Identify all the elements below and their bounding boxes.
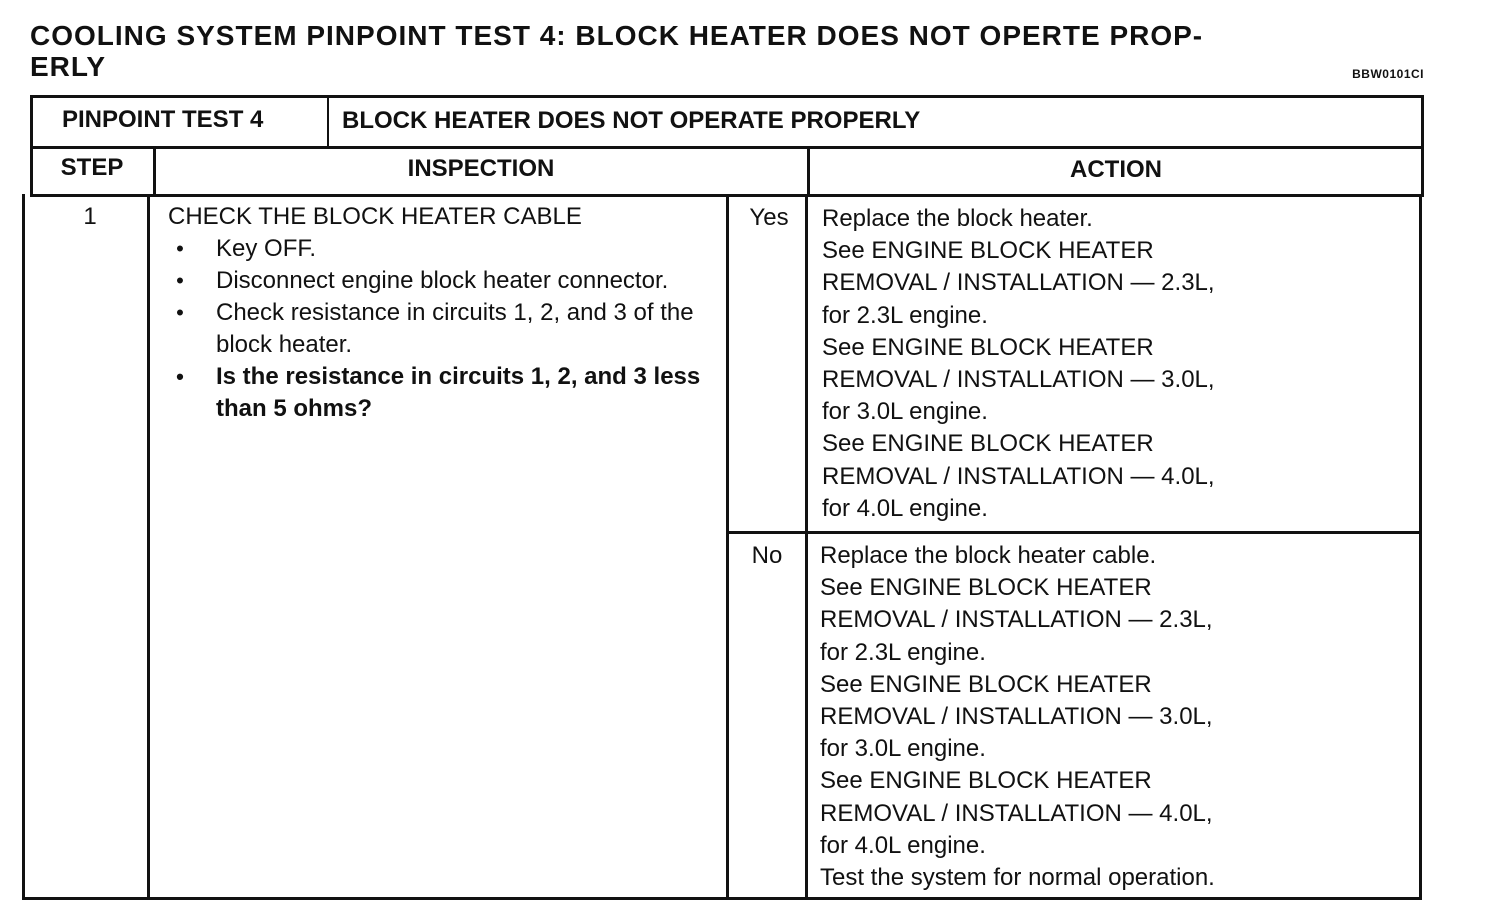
title-line-1: COOLING SYSTEM PINPOINT TEST 4: BLOCK HEATER DOES NOT OPERTE PROP- xyxy=(30,20,1204,51)
action-line: for 4.0L engine. xyxy=(820,831,986,859)
action-no xyxy=(820,540,1410,894)
document-code: BBW0101CI xyxy=(1352,67,1424,81)
yes-no-separator xyxy=(726,531,1422,534)
bullet-text: Disconnect engine block heater connector. xyxy=(216,267,669,294)
action-line: for 3.0L engine. xyxy=(822,398,988,426)
answer-no: No xyxy=(751,542,783,569)
title-line-2: ERLY xyxy=(30,51,107,82)
action-line: REMOVAL / INSTALLATION — 4.0L, xyxy=(820,799,1213,827)
action-line: Replace the block heater. xyxy=(822,205,1093,232)
bullet-text: Key OFF. xyxy=(216,235,317,262)
inspection-question xyxy=(168,361,720,425)
pinpoint-test-title: BLOCK HEATER DOES NOT OPERATE PROPERLY xyxy=(342,107,921,134)
action-line: REMOVAL / INSTALLATION — 4.0L, xyxy=(822,462,1215,490)
column-header-inspection: INSPECTION xyxy=(407,155,555,182)
bullet-icon: • xyxy=(176,268,184,293)
bullet-icon: • xyxy=(176,236,184,261)
pinpoint-test-label: PINPOINT TEST 4 xyxy=(62,106,264,133)
action-line: See ENGINE BLOCK HEATER xyxy=(822,237,1154,265)
action-line: for 2.3L engine. xyxy=(822,301,988,329)
action-line: REMOVAL / INSTALLATION — 3.0L, xyxy=(820,703,1213,731)
column-header-step: STEP xyxy=(60,154,124,181)
action-line: See ENGINE BLOCK HEATER xyxy=(822,430,1154,458)
bullet-text: Is the resistance in circuits 1, 2, and 3 less than 5 ohms? xyxy=(216,363,701,422)
action-line: for 2.3L engine. xyxy=(820,638,986,666)
inspection-title: CHECK THE BLOCK HEATER CABLE xyxy=(168,203,582,230)
page-title xyxy=(30,20,1290,82)
action-line: Test the system for normal operation. xyxy=(820,864,1215,892)
answer-yes: Yes xyxy=(749,204,789,231)
action-line: REMOVAL / INSTALLATION — 2.3L, xyxy=(820,606,1213,634)
bullet-icon: • xyxy=(176,300,184,325)
step-number: 1 xyxy=(83,203,97,230)
action-yes xyxy=(822,203,1412,525)
action-line: See ENGINE BLOCK HEATER xyxy=(822,333,1154,361)
inspection-bullet xyxy=(168,265,720,297)
bullet-icon: • xyxy=(176,364,184,389)
action-line: REMOVAL / INSTALLATION — 3.0L, xyxy=(822,366,1215,394)
column-header-action: ACTION xyxy=(1070,156,1162,183)
action-line: See ENGINE BLOCK HEATER xyxy=(820,574,1152,602)
inspection-bullet-list xyxy=(168,233,720,425)
action-line: for 4.0L engine. xyxy=(822,494,988,522)
bullet-text: Check resistance in circuits 1, 2, and 3 of the block heater. xyxy=(216,299,694,358)
header-divider xyxy=(327,97,329,148)
inspection-bullet xyxy=(168,297,720,361)
step-divider-body xyxy=(147,194,150,900)
action-line: REMOVAL / INSTALLATION — 2.3L, xyxy=(822,269,1215,297)
action-line: See ENGINE BLOCK HEATER xyxy=(820,767,1152,795)
action-line: for 3.0L engine. xyxy=(820,735,986,763)
action-line: Replace the block heater cable. xyxy=(820,542,1157,569)
action-line: See ENGINE BLOCK HEATER xyxy=(820,670,1152,698)
inspection-bullet xyxy=(168,233,720,265)
